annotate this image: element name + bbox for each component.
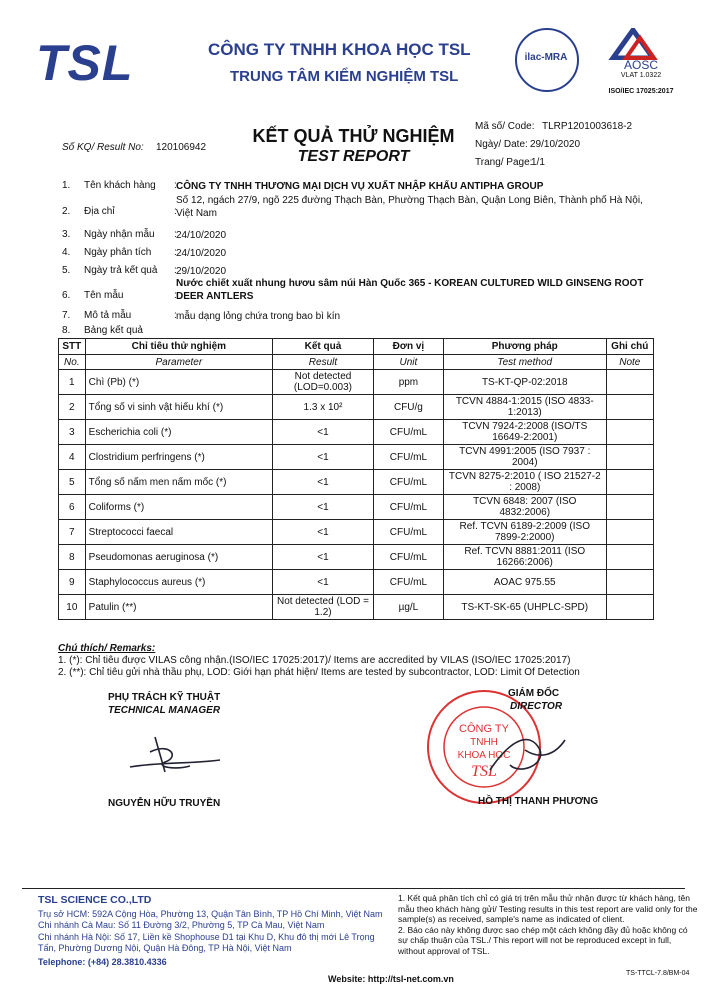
table-header-row xyxy=(59,339,654,355)
info-num: 6. xyxy=(62,290,71,301)
col-header-note: Ghi chú xyxy=(606,339,653,355)
cell-method: TCVN 8275-2:2010 ( ISO 21527-2 : 2008) xyxy=(443,470,606,495)
col-sub-unit: Unit xyxy=(373,355,443,370)
cell-unit: CFU/mL xyxy=(373,470,443,495)
cell-parameter: Chì (Pb) (*) xyxy=(85,370,272,395)
cell-method: TS-KT-QP-02:2018 xyxy=(443,370,606,395)
cell-unit: CFU/mL xyxy=(373,495,443,520)
cell-no: 6 xyxy=(59,495,86,520)
ilac-mra-label: ilac-MRA xyxy=(524,52,568,63)
col-header-method: Phương pháp xyxy=(443,339,606,355)
cell-parameter: Clostridium perfringens (*) xyxy=(85,445,272,470)
director-name: HỒ THỊ THANH PHƯƠNG xyxy=(478,796,599,807)
stamp-text-3: KHOA HỌC xyxy=(457,750,511,761)
stamp-text-1: CÔNG TY xyxy=(459,723,509,735)
footer-note-2: 2. Báo cáo này không được sao chép một cách không đầy đủ hoặc không có sự chấp thuận của TSL./ This report will not be reproduced except in full, without approval of TSL. xyxy=(398,924,688,956)
cell-parameter: Staphylococcus aureus (*) xyxy=(85,570,272,595)
cell-result: <1 xyxy=(273,545,374,570)
center-name: TRUNG TÂM KIỂM NGHIỆM TSL xyxy=(230,68,459,85)
info-label: Ngày nhận mẫu xyxy=(84,229,155,240)
result-no-value: 120106942 xyxy=(156,142,207,153)
table-row xyxy=(59,395,654,420)
cell-result: <1 xyxy=(273,570,374,595)
info-row-7: 7. Mô tả mẫu : xyxy=(62,310,177,321)
tech-manager-title: PHỤ TRÁCH KỸ THUẬT xyxy=(108,692,221,703)
vlat-label: VLAT 1.0322 xyxy=(620,72,662,79)
director-title-en: DIRECTOR xyxy=(510,701,563,712)
tech-manager-name: NGUYỄN HỮU TRUYỀN xyxy=(108,798,221,809)
stamp-text-4: TSL xyxy=(471,763,497,780)
table-row xyxy=(59,595,654,620)
footer-telephone: Telephone: (+84) 28.3810.4336 xyxy=(38,956,167,967)
cell-parameter: Pseudomonas aeruginosa (*) xyxy=(85,545,272,570)
table-row xyxy=(59,520,654,545)
info-row-8 xyxy=(62,325,174,336)
cell-note xyxy=(606,470,653,495)
footer-addresses xyxy=(38,895,388,968)
footer-website[interactable]: Website: http://tsl-net.com.vn xyxy=(328,974,454,984)
cell-result: Not detected (LOD = 1.2) xyxy=(273,595,374,620)
cell-no: 3 xyxy=(59,420,86,445)
info-num: 5. xyxy=(62,265,71,276)
cell-note xyxy=(606,570,653,595)
info-label: Tên mẫu xyxy=(84,290,124,301)
info-label: Địa chỉ xyxy=(84,206,115,217)
cell-parameter: Tổng số nấm men nấm mốc (*) xyxy=(85,470,272,495)
cell-note xyxy=(606,495,653,520)
cell-method: TCVN 4991:2005 (ISO 7937 : 2004) xyxy=(443,445,606,470)
tech-manager-signature xyxy=(120,722,230,782)
cell-unit: µg/L xyxy=(373,595,443,620)
cell-method: TS-KT-SK-65 (UHPLC-SPD) xyxy=(443,595,606,620)
cell-unit: CFU/mL xyxy=(373,520,443,545)
table-row xyxy=(59,495,654,520)
cell-parameter: Streptococci faecal xyxy=(85,520,272,545)
cell-no: 9 xyxy=(59,570,86,595)
col-sub-no: No. xyxy=(59,355,86,370)
cell-unit: CFU/g xyxy=(373,395,443,420)
col-sub-parameter: Parameter xyxy=(85,355,272,370)
cell-unit: CFU/mL xyxy=(373,445,443,470)
cell-unit: CFU/mL xyxy=(373,545,443,570)
cell-unit: ppm xyxy=(373,370,443,395)
iso-label: ISO/IEC 17025:2017 xyxy=(608,88,674,95)
cell-note xyxy=(606,370,653,395)
company-name: CÔNG TY TNHH KHOA HỌC TSL xyxy=(208,40,471,59)
cell-parameter: Tổng số vi sinh vật hiếu khí (*) xyxy=(85,395,272,420)
info-row-3: 3. Ngày nhận mẫu : xyxy=(62,229,177,240)
tech-manager-title-en: TECHNICAL MANAGER xyxy=(108,705,221,716)
info-num: 3. xyxy=(62,229,71,240)
cell-unit: CFU/mL xyxy=(373,420,443,445)
title-vi: KẾT QUẢ THỬ NGHIỆM xyxy=(252,126,455,146)
col-sub-method: Test method xyxy=(443,355,606,370)
cell-parameter: Patulin (**) xyxy=(85,595,272,620)
cell-result: 1.3 x 10² xyxy=(273,395,374,420)
table-row xyxy=(59,445,654,470)
cell-result: Not detected (LOD=0.003) xyxy=(273,370,374,395)
col-header-unit: Đơn vị xyxy=(373,339,443,355)
cell-result: <1 xyxy=(273,445,374,470)
col-header-result: Kết quả xyxy=(273,339,374,355)
remark-1: 1. (*): Chỉ tiêu được VILAS công nhận.(ISO/IEC 17025:2017)/ Items are accredited by VILAS (ISO/IEC 17025:2017) xyxy=(58,655,571,666)
info-row-2: 2. Địa chỉ : xyxy=(62,206,177,217)
cell-method: TCVN 7924-2:2008 (ISO/TS 16649-2:2001) xyxy=(443,420,606,445)
cell-no: 8 xyxy=(59,545,86,570)
info-num: 1. xyxy=(62,180,71,191)
info-value-address: Số 12, ngách 27/9, ngõ 225 đường Thạch Bàn, Phường Thạch Bàn, Quận Long Biên, Thành phố Hà Nội, Việt Nam xyxy=(176,195,643,219)
table-subheader-row xyxy=(59,355,654,370)
code-label: Mã số/ Code: xyxy=(475,121,535,132)
info-num: 2. xyxy=(62,206,71,217)
cell-note xyxy=(606,395,653,420)
col-sub-result: Result xyxy=(273,355,374,370)
remarks-heading: Chú thích/ Remarks: xyxy=(58,643,156,654)
page-label: Trang/ Page: xyxy=(475,157,533,168)
info-row-6: 6. Tên mẫu : xyxy=(62,290,177,301)
footer-notes xyxy=(398,893,698,956)
info-label: Tên khách hàng xyxy=(84,180,156,191)
cell-parameter: Coliforms (*) xyxy=(85,495,272,520)
cell-unit: CFU/mL xyxy=(373,570,443,595)
tsl-logo: TSL xyxy=(36,35,134,91)
footer-hq: Trụ sở HCM: 592A Cộng Hòa, Phường 13, Quận Tân Bình, TP Hồ Chí Minh, Việt Nam xyxy=(38,908,383,919)
date-label: Ngày/ Date: xyxy=(475,139,528,150)
cell-method: Ref. TCVN 8881:2011 (ISO 16266:2006) xyxy=(443,545,606,570)
footer-divider xyxy=(22,888,685,889)
cell-no: 10 xyxy=(59,595,86,620)
info-num: 8. xyxy=(62,325,71,336)
info-value-analyzed: 24/10/2020 xyxy=(176,248,227,259)
cell-no: 4 xyxy=(59,445,86,470)
info-num: 7. xyxy=(62,310,71,321)
cell-note xyxy=(606,595,653,620)
footer-company: TSL SCIENCE CO.,LTD xyxy=(38,894,152,906)
page-value: 1/1 xyxy=(531,157,545,168)
cell-result: <1 xyxy=(273,495,374,520)
cell-no: 2 xyxy=(59,395,86,420)
cell-no: 1 xyxy=(59,370,86,395)
cell-note xyxy=(606,545,653,570)
aosc-logo-icon xyxy=(608,28,658,60)
info-row-5: 5. Ngày trả kết quả : xyxy=(62,265,177,276)
footer-hanoi: Chi nhánh Hà Nội: Số 17, Liền kề Shophouse D1 tại Khu D, Khu đô thị mới Lê Trọng Tấn, Phường Dương Nội, Quận Hà Đông, TP Hà Nội, Việt Nam xyxy=(38,931,375,953)
form-code: TS-TTCL-7.8/BM-04 xyxy=(626,970,690,977)
results-table xyxy=(58,338,654,620)
info-row-4: 4. Ngày phân tích : xyxy=(62,247,177,258)
footer-note-1: 1. Kết quả phân tích chỉ có giá trị trên mẫu thử nhận được từ khách hàng, tên mẫu theo khách hàng gửi/ Testing results in this test report are valid only for the sample(s) as received, sample's name as indicated of client. xyxy=(398,893,698,924)
table-row xyxy=(59,420,654,445)
cell-no: 5 xyxy=(59,470,86,495)
col-sub-note: Note xyxy=(606,355,653,370)
info-label: Mô tả mẫu xyxy=(84,310,132,321)
date-value: 29/10/2020 xyxy=(530,139,581,150)
cell-no: 7 xyxy=(59,520,86,545)
cell-method: TCVN 4884-1:2015 (ISO 4833-1:2013) xyxy=(443,395,606,420)
col-header-parameter: Chỉ tiêu thử nghiệm xyxy=(85,339,272,355)
cell-note xyxy=(606,420,653,445)
cell-result: <1 xyxy=(273,520,374,545)
info-value-description: mẫu dạng lỏng chứa trong bao bì kín xyxy=(176,311,341,322)
info-label: Ngày trả kết quả xyxy=(84,265,158,276)
info-value-customer: CÔNG TY TNHH THƯƠNG MẠI DỊCH VỤ XUẤT NHẬP KHẨU ANTIPHA GROUP xyxy=(176,181,544,192)
table-row xyxy=(59,570,654,595)
title-en: TEST REPORT xyxy=(297,148,410,165)
cell-result: <1 xyxy=(273,470,374,495)
table-row xyxy=(59,545,654,570)
remarks xyxy=(58,643,654,679)
director-title: GIÁM ĐỐC xyxy=(508,688,560,699)
table-row xyxy=(59,370,654,395)
code-value: TLRP1201003618-2 xyxy=(542,121,633,132)
director-signature xyxy=(480,720,570,790)
stamp-text-2: TNHH xyxy=(470,737,498,748)
cell-method: TCVN 6848: 2007 (ISO 4832:2006) xyxy=(443,495,606,520)
col-header-stt: STT xyxy=(59,339,86,355)
info-label: Ngày phân tích xyxy=(84,247,152,258)
info-row-1: 1. Tên khách hàng : xyxy=(62,180,177,191)
cell-method: AOAC 975.55 xyxy=(443,570,606,595)
cell-result: <1 xyxy=(273,420,374,445)
info-value-received: 24/10/2020 xyxy=(176,230,227,241)
cell-parameter: Escherichia coli (*) xyxy=(85,420,272,445)
table-row xyxy=(59,470,654,495)
info-value-returned: 29/10/2020 xyxy=(176,266,227,277)
footer-camau: Chi nhánh Cà Mau: Số 11 Đường 3/2, Phường 5, TP Cà Mau, Việt Nam xyxy=(38,920,325,930)
cell-note xyxy=(606,445,653,470)
remark-2: 2. (**): Chỉ tiêu gửi nhà thầu phụ, LOD: Giới hạn phát hiện/ Items are tested by subcontractor, LOD: Limit Of Detection xyxy=(58,667,580,678)
cell-note xyxy=(606,520,653,545)
cell-method: Ref. TCVN 6189-2:2009 (ISO 7899-2:2000) xyxy=(443,520,606,545)
info-label: Bảng kết quả xyxy=(84,325,143,336)
info-num: 4. xyxy=(62,247,71,258)
result-no-label: Số KQ/ Result No: xyxy=(62,142,144,153)
info-value-sample-name: Nước chiết xuất nhung hươu sâm núi Hàn Quốc 365 - KOREAN CULTURED WILD GINSENG ROOT DEER ANTLERS xyxy=(176,278,644,302)
aosc-label: AOSC xyxy=(623,58,658,72)
